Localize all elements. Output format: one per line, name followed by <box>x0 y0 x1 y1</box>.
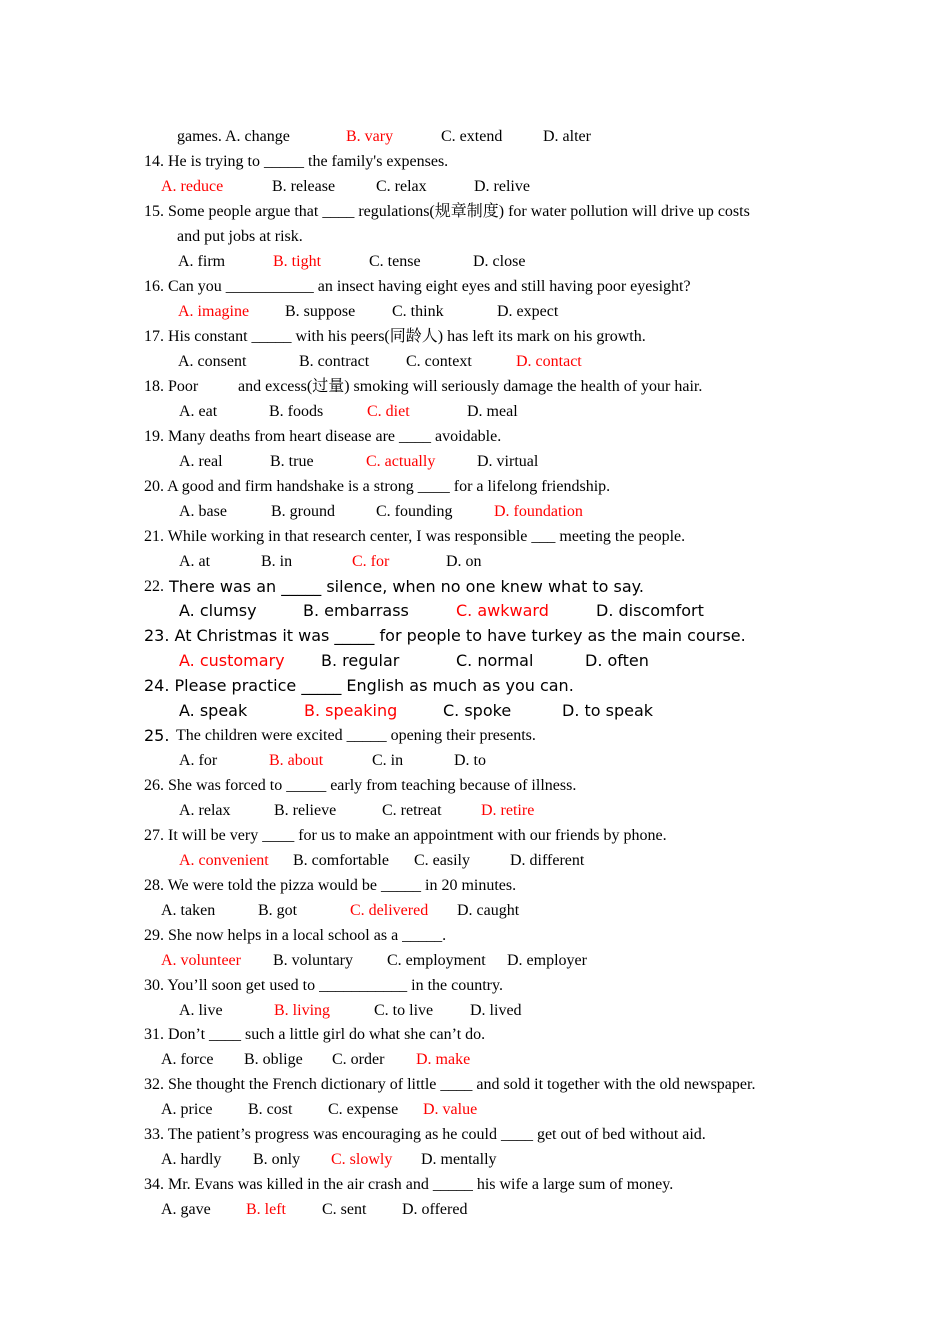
question-text: B. ground <box>271 503 335 520</box>
question-text: B. release <box>272 178 336 195</box>
question-text: 31. Don’t ____ such a little girl do what she can’t do. <box>144 1026 486 1043</box>
answer-option-text: B. left <box>246 1201 286 1218</box>
question-text: D. discomfort <box>596 601 704 620</box>
answer-option-text: C. for <box>352 553 390 570</box>
question-text: A. base <box>179 503 227 520</box>
answer-option-text: A. volunteer <box>161 952 241 969</box>
question-text: B. got <box>258 902 298 919</box>
question-text: B. cost <box>248 1101 293 1118</box>
question-text: B. true <box>270 453 314 470</box>
question-text: 18. Poor <box>144 378 199 395</box>
question-text: D. to speak <box>562 701 654 720</box>
question-text: 26. She was forced to _____ early from teaching because of illness. <box>144 777 577 794</box>
question-text: B. suppose <box>285 303 356 320</box>
answer-option-text: C. awkward <box>456 601 549 620</box>
question-text: A. for <box>179 752 218 769</box>
question-text: D. virtual <box>477 453 539 470</box>
answer-option-text: C. diet <box>367 403 410 420</box>
question-text: A. eat <box>179 403 218 420</box>
answer-option-text: D. foundation <box>494 503 583 520</box>
question-text: 16. Can you ___________ an insect having eight eyes and still having poor eyesight? <box>144 278 691 295</box>
question-text: A. consent <box>178 353 247 370</box>
answer-option-text: D. contact <box>516 353 582 370</box>
question-text: 30. You’ll soon get used to ___________ in the country. <box>144 977 503 994</box>
question-text: D. meal <box>467 403 518 420</box>
question-text: B. comfortable <box>293 852 389 869</box>
question-text: 22. <box>144 578 164 595</box>
question-text: 21. While working in that research center, I was responsible ___ meeting the people. <box>144 528 686 545</box>
question-text: The children were excited _____ opening their presents. <box>176 727 536 744</box>
question-text: 24. Please practice _____ English as much as you can. <box>144 676 574 695</box>
question-text: 14. He is trying to _____ the family's expenses. <box>144 153 449 170</box>
question-text: C. sent <box>322 1201 367 1218</box>
question-text: C. in <box>372 752 404 769</box>
question-text: C. to live <box>374 1002 434 1019</box>
answer-option-text: D. retire <box>481 802 535 819</box>
question-text: There was an _____ silence, when no one knew what to say. <box>169 577 644 596</box>
question-text: D. often <box>585 651 649 670</box>
answer-option-text: B. living <box>274 1002 331 1019</box>
question-text: D. close <box>473 253 526 270</box>
question-text: C. easily <box>414 852 470 869</box>
question-text: D. lived <box>470 1002 522 1019</box>
question-text: 27. It will be very ____ for us to make an appointment with our friends by phone. <box>144 827 667 844</box>
answer-option-text: B. tight <box>273 253 322 270</box>
question-text: A. at <box>179 553 211 570</box>
question-text: 34. Mr. Evans was killed in the air crash and _____ his wife a large sum of money. <box>144 1176 674 1193</box>
question-text: A. force <box>161 1051 214 1068</box>
question-text: 33. The patient’s progress was encouraging as he could ____ get out of bed without aid. <box>144 1126 706 1143</box>
question-text: D. employer <box>507 952 587 969</box>
question-text: D. offered <box>402 1201 468 1218</box>
question-text: 20. A good and firm handshake is a strong ____ for a lifelong friendship. <box>144 478 611 495</box>
question-text: A. speak <box>179 701 248 720</box>
question-text: B. contract <box>299 353 370 370</box>
question-text: B. foods <box>269 403 324 420</box>
question-text: C. spoke <box>443 701 512 720</box>
question-text: B. regular <box>321 651 400 670</box>
question-text: D. relive <box>474 178 530 195</box>
question-text: B. relieve <box>274 802 337 819</box>
question-text: 19. Many deaths from heart disease are ____ avoidable. <box>144 428 502 445</box>
answer-option-text: C. delivered <box>350 902 429 919</box>
question-text: 25. <box>144 726 170 745</box>
question-text: B. only <box>253 1151 301 1168</box>
answer-option-text: C. actually <box>366 453 436 470</box>
answer-option-text: D. value <box>423 1101 478 1118</box>
question-text: A. clumsy <box>179 601 257 620</box>
question-text: C. expense <box>328 1101 399 1118</box>
question-text: C. founding <box>376 503 453 520</box>
question-text: D. caught <box>457 902 520 919</box>
question-text: D. different <box>510 852 585 869</box>
question-text: B. in <box>261 553 293 570</box>
question-text: games. A. change <box>177 128 290 145</box>
question-text: and put jobs at risk. <box>177 228 303 245</box>
question-text: C. normal <box>456 651 534 670</box>
answer-option-text: C. slowly <box>331 1151 393 1168</box>
answer-option-text: B. vary <box>346 128 394 145</box>
question-text: D. mentally <box>421 1151 497 1168</box>
question-text: 28. We were told the pizza would be _____ in 20 minutes. <box>144 877 517 894</box>
question-text: C. think <box>392 303 444 320</box>
answer-option-text: D. make <box>416 1051 471 1068</box>
question-text: D. expect <box>497 303 559 320</box>
question-text: C. employment <box>387 952 486 969</box>
question-text: 15. Some people argue that ____ regulations(规章制度) for water pollution will drive up costs <box>144 203 750 220</box>
question-text: A. taken <box>161 902 216 919</box>
question-text: A. firm <box>178 253 226 270</box>
question-text: C. context <box>406 353 472 370</box>
answer-option-text: A. imagine <box>178 303 250 320</box>
answer-option-text: A. convenient <box>179 852 269 869</box>
question-text: B. oblige <box>244 1051 303 1068</box>
question-text: and excess(过量) smoking will seriously damage the health of your hair. <box>238 378 703 395</box>
question-text: D. to <box>454 752 486 769</box>
question-text: A. live <box>179 1002 223 1019</box>
question-text: B. voluntary <box>273 952 353 969</box>
question-text: C. extend <box>441 128 503 145</box>
question-text: 23. At Christmas it was _____ for people to have turkey as the main course. <box>144 626 746 645</box>
question-text: 17. His constant _____ with his peers(同龄人) has left its mark on his growth. <box>144 328 646 345</box>
question-text: C. retreat <box>382 802 442 819</box>
question-text: A. hardly <box>161 1151 222 1168</box>
question-text: D. on <box>446 553 482 570</box>
question-text: C. relax <box>376 178 427 195</box>
question-text: D. alter <box>543 128 591 145</box>
question-text: A. real <box>179 453 223 470</box>
question-text: 32. She thought the French dictionary of little ____ and sold it together with the old newspaper. <box>144 1076 756 1093</box>
answer-option-text: B. speaking <box>304 701 398 720</box>
answer-option-text: A. customary <box>179 651 285 670</box>
question-text: A. price <box>161 1101 213 1118</box>
question-text: C. tense <box>369 253 421 270</box>
answer-option-text: B. about <box>269 752 324 769</box>
question-text: A. relax <box>179 802 231 819</box>
question-text: C. order <box>332 1051 385 1068</box>
question-text: B. embarrass <box>303 601 409 620</box>
answer-option-text: A. reduce <box>161 178 224 195</box>
question-text: A. gave <box>161 1201 211 1218</box>
question-text: 29. She now helps in a local school as a _____. <box>144 927 447 944</box>
